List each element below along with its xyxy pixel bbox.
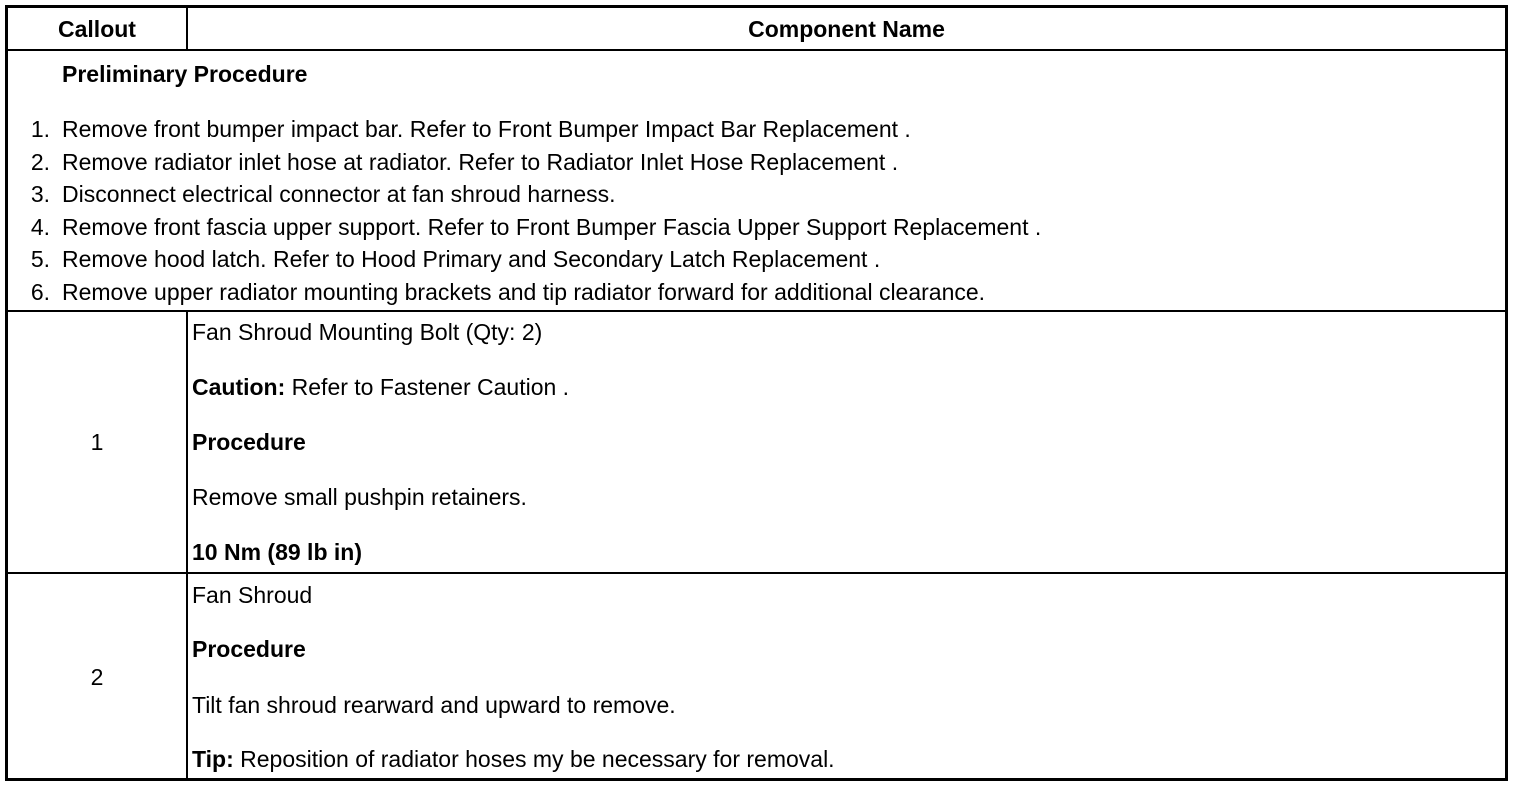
tip-text: Reposition of radiator hoses my be necessary for removal. [233, 746, 835, 772]
tip-note [192, 745, 835, 773]
row1-divider [186, 311, 188, 573]
callout-number: 1 [90, 429, 104, 455]
step-number: 4. [30, 213, 50, 240]
callout-number: 2 [90, 664, 104, 690]
row1-bottom-rule [8, 572, 1505, 574]
step-text: Remove radiator inlet hose at radiator. Refer to Radiator Inlet Hose Replacement . [62, 148, 899, 175]
step-text: Remove hood latch. Refer to Hood Primary and Secondary Latch Replacement . [62, 246, 881, 273]
header-divider [186, 8, 188, 50]
tip-label: Tip: [192, 746, 234, 772]
procedure-text: Tilt fan shroud rearward and upward to remove. [192, 692, 676, 718]
procedure-heading: Procedure [192, 636, 306, 662]
component-name: Fan Shroud Mounting Bolt (Qty: 2) [192, 319, 543, 345]
row2-divider [186, 573, 188, 781]
preliminary-bottom-rule [8, 310, 1505, 312]
header-component-name: Component Name [748, 15, 945, 42]
preliminary-procedure-title: Preliminary Procedure [62, 61, 308, 87]
caution-text: Refer to Fastener Caution . [285, 374, 570, 400]
step-number: 1. [30, 116, 50, 142]
caution-label: Caution: [192, 374, 286, 400]
header-callout: Callout [58, 15, 136, 42]
procedure-heading: Procedure [192, 429, 306, 455]
component-name: Fan Shroud [192, 582, 313, 608]
step-text: Remove front bumper impact bar. Refer to Front Bumper Impact Bar Replacement . [62, 116, 911, 142]
step-text: Remove front fascia upper support. Refer to Front Bumper Fascia Upper Support Replacement . [62, 213, 1042, 240]
step-text: Disconnect electrical connector at fan shroud harness. [62, 181, 616, 208]
step-number: 2. [30, 148, 50, 175]
caution-note [192, 373, 569, 401]
step-number: 6. [30, 278, 50, 305]
torque-spec: 10 Nm (89 lb in) [192, 539, 362, 565]
header-bottom-rule [8, 49, 1505, 51]
step-number: 3. [30, 181, 50, 208]
component-table [5, 5, 1508, 781]
step-number: 5. [30, 246, 50, 273]
step-text: Remove upper radiator mounting brackets and tip radiator forward for additional clearance. [62, 278, 986, 305]
procedure-text: Remove small pushpin retainers. [192, 484, 527, 510]
